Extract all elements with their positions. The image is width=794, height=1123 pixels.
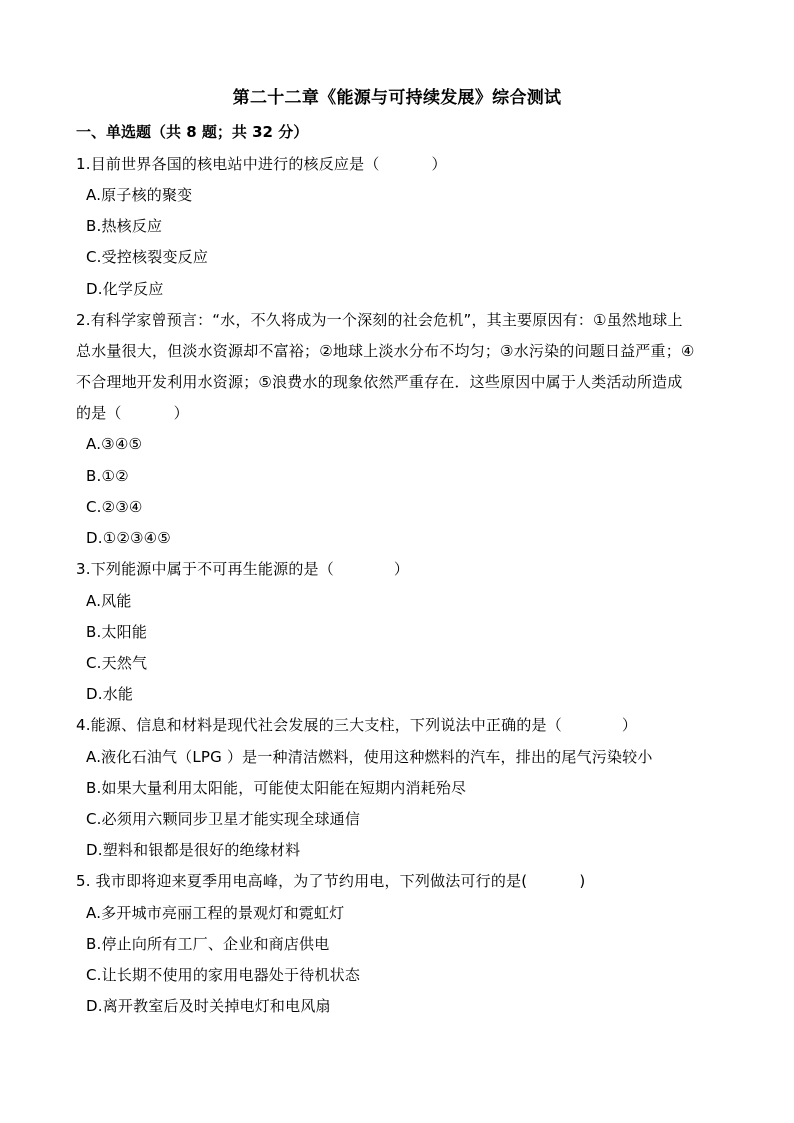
- question-1-option-b: B.热核反应: [86, 217, 163, 235]
- page-title: 第二十二章《能源与可持续发展》综合测试: [232, 88, 562, 108]
- question-5-option-d: D.离开教室后及时关掉电灯和电风扇: [86, 997, 331, 1015]
- question-3-option-c: C.天然气: [86, 654, 148, 672]
- question-2-stem-line-3: 不合理地开发利用水资源；⑤浪费水的现象依然严重存在．这些原因中属于人类活动所造成: [76, 373, 683, 391]
- question-5-stem: 5. 我市即将迎来夏季用电高峰，为了节约用电，下列做法可行的是( ): [76, 872, 586, 890]
- question-3-option-a: A.风能: [86, 592, 132, 610]
- question-1-stem: 1.目前世界各国的核电站中进行的核反应是（ ）: [76, 155, 447, 173]
- question-1-option-a: A.原子核的聚变: [86, 186, 193, 204]
- question-1-option-c: C.受控核裂变反应: [86, 248, 209, 266]
- section-heading: 一、单选题（共 8 题；共 32 分）: [76, 123, 309, 141]
- question-3-option-b: B.太阳能: [86, 623, 148, 641]
- question-3-stem: 3.下列能源中属于不可再生能源的是（ ）: [76, 560, 410, 578]
- question-4-option-d: D.塑料和银都是很好的绝缘材料: [86, 841, 301, 859]
- question-4-option-b: B.如果大量利用太阳能，可能使太阳能在短期内消耗殆尽: [86, 779, 467, 797]
- question-3-option-d: D.水能: [86, 685, 134, 703]
- question-2-stem-line-1: 2.有科学家曾预言：“水，不久将成为一个深刻的社会危机”，其主要原因有：①虽然地球上: [76, 311, 683, 329]
- question-2-option-d: D.①②③④⑤: [86, 529, 171, 547]
- question-1-option-d: D.化学反应: [86, 280, 164, 298]
- question-5-option-b: B.停止向所有工厂、企业和商店供电: [86, 935, 330, 953]
- question-2-stem-line-4: 的是（ ）: [76, 404, 189, 422]
- question-5-option-c: C.让长期不使用的家用电器处于待机状态: [86, 966, 361, 984]
- question-2-option-c: C.②③④: [86, 498, 143, 516]
- question-4-stem: 4.能源、信息和材料是现代社会发展的三大支柱，下列说法中正确的是（ ）: [76, 716, 638, 734]
- question-4-option-c: C.必须用六颗同步卫星才能实现全球通信: [86, 810, 361, 828]
- question-2-option-a: A.③④⑤: [86, 435, 143, 453]
- question-2-stem-line-2: 总水量很大，但淡水资源却不富裕；②地球上淡水分布不均匀；③水污染的问题日益严重；④: [76, 342, 695, 360]
- question-2-option-b: B.①②: [86, 467, 129, 485]
- question-5-option-a: A.多开城市亮丽工程的景观灯和霓虹灯: [86, 904, 345, 922]
- question-4-option-a: A.液化石油气（LPG ）是一种清洁燃料，使用这种燃料的汽车，排出的尾气污染较小: [86, 748, 653, 766]
